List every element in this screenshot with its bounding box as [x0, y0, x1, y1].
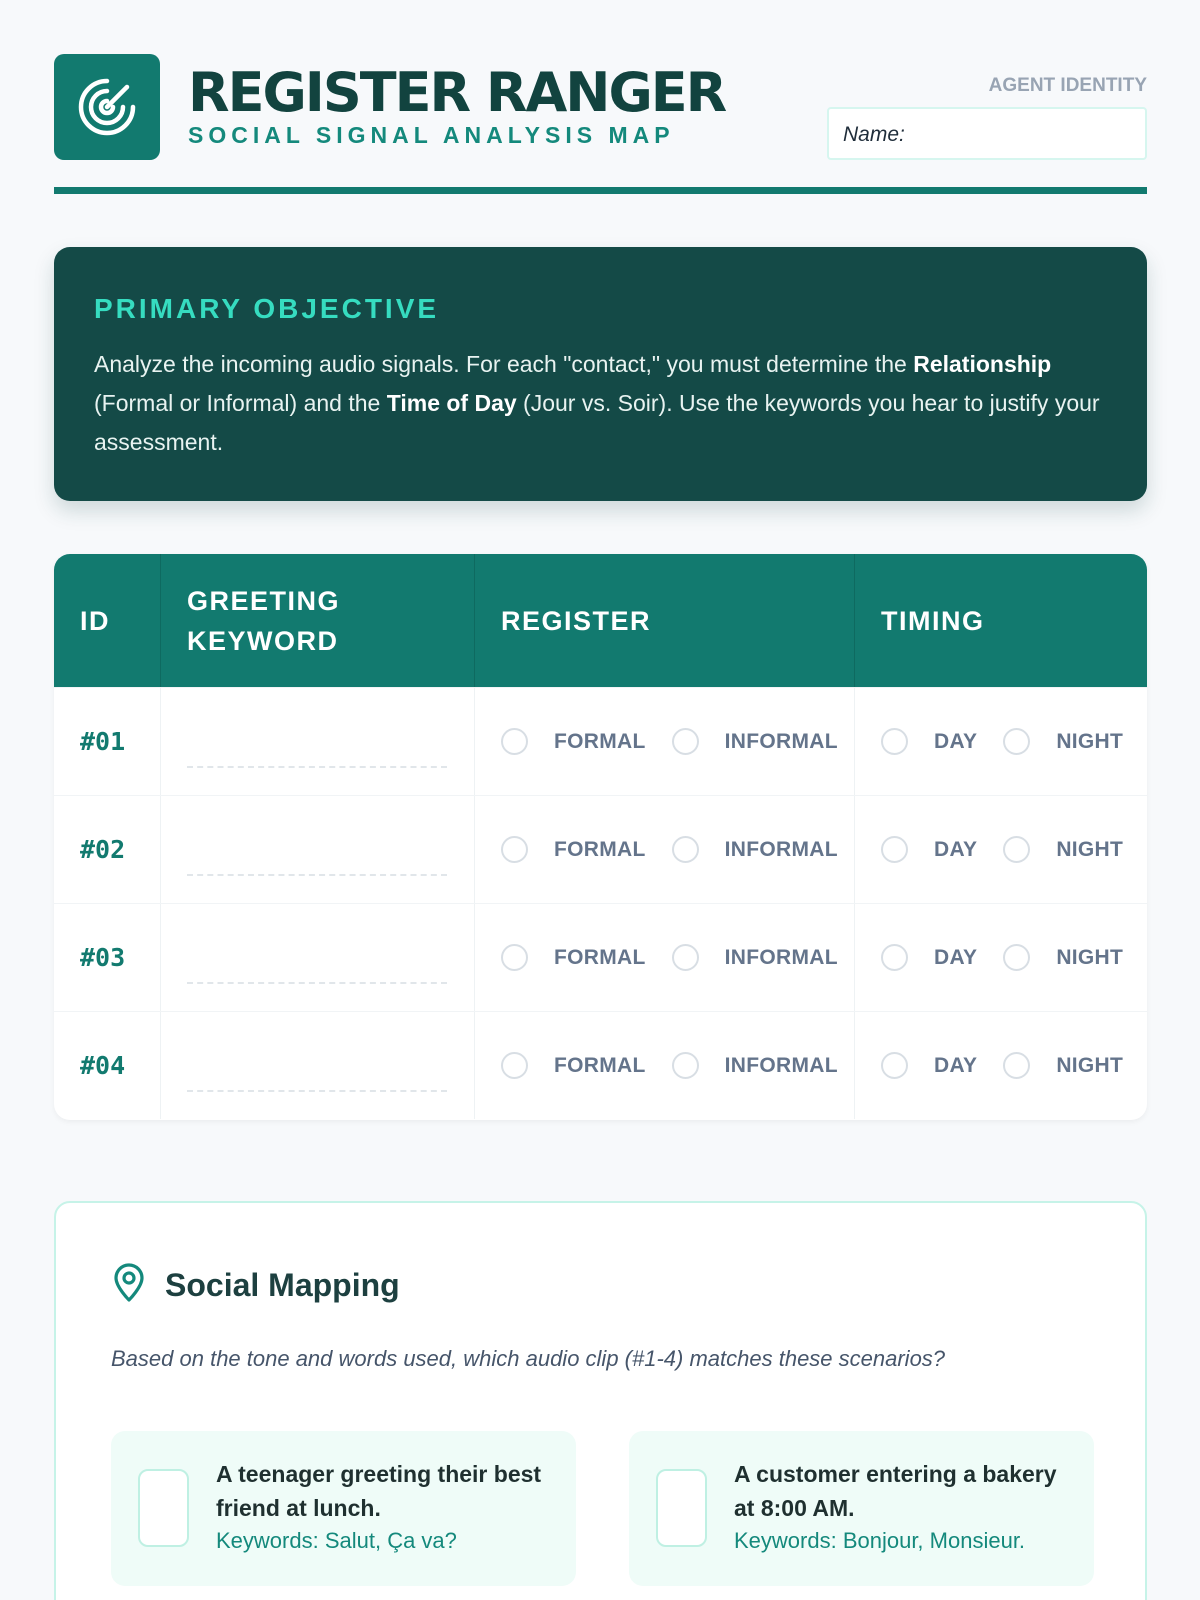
analysis-table [54, 554, 1147, 1120]
mapping-header [111, 1263, 400, 1308]
worksheet [54, 0, 1147, 1553]
formal-label: FORMAL [554, 945, 646, 969]
informal-label: INFORMAL [724, 729, 838, 753]
formal-label: FORMAL [554, 837, 646, 861]
day-radio[interactable] [881, 944, 908, 971]
day-radio[interactable] [881, 728, 908, 755]
primary-objective-panel [54, 247, 1147, 501]
table-header [54, 554, 1147, 687]
agent-identity-label: AGENT IDENTITY [988, 75, 1147, 96]
informal-label: INFORMAL [724, 945, 838, 969]
formal-label: FORMAL [554, 729, 646, 753]
scenario-card [111, 1431, 576, 1586]
scenario-text: A customer entering a bakery at 8:00 AM. [734, 1461, 1057, 1521]
night-radio[interactable] [1003, 1052, 1030, 1079]
night-label: NIGHT [1056, 1053, 1124, 1077]
row-id: #04 [80, 1051, 126, 1080]
night-radio[interactable] [1003, 836, 1030, 863]
day-radio[interactable] [881, 1052, 908, 1079]
scenario-card [629, 1431, 1094, 1586]
day-label: DAY [934, 1053, 978, 1077]
table-row [54, 903, 1147, 1011]
agent-name-field[interactable]: Name: [827, 107, 1147, 160]
formal-radio[interactable] [501, 728, 528, 755]
radar-icon [54, 54, 160, 160]
informal-label: INFORMAL [724, 1053, 838, 1077]
objective-heading: PRIMARY OBJECTIVE [94, 293, 440, 324]
keyword-input-line[interactable] [187, 766, 447, 768]
day-radio[interactable] [881, 836, 908, 863]
app-subtitle: SOCIAL SIGNAL ANALYSIS MAP [188, 122, 675, 148]
formal-radio[interactable] [501, 1052, 528, 1079]
scenario-keywords: Keywords: Salut, Ça va? [216, 1528, 457, 1553]
informal-radio[interactable] [672, 728, 699, 755]
clip-answer-box[interactable] [656, 1469, 707, 1547]
day-label: DAY [934, 945, 978, 969]
mapping-title: Social Mapping [165, 1267, 400, 1303]
day-label: DAY [934, 729, 978, 753]
informal-label: INFORMAL [724, 837, 838, 861]
header-register: REGISTER [475, 554, 855, 687]
informal-radio[interactable] [672, 1052, 699, 1079]
header-divider [54, 187, 1147, 194]
header-greeting-keyword: GREETING KEYWORD [161, 554, 475, 687]
night-label: NIGHT [1056, 837, 1124, 861]
night-radio[interactable] [1003, 944, 1030, 971]
night-label: NIGHT [1056, 945, 1124, 969]
social-mapping-section [54, 1201, 1147, 1600]
mapping-question: Based on the tone and words used, which audio clip (#1-4) matches these scenarios? [111, 1346, 946, 1371]
informal-radio[interactable] [672, 944, 699, 971]
scenario-text: A teenager greeting their best friend at lunch. [216, 1461, 542, 1521]
keyword-input-line[interactable] [187, 874, 447, 876]
table-row [54, 687, 1147, 795]
objective-text: Analyze the incoming audio signals. For each "contact," you must determine the Relationship (Formal or Informal) and the Time of Day (Jour vs. Soir). Use the keywords you hear to justify your assessment. [94, 351, 1100, 455]
day-label: DAY [934, 837, 978, 861]
night-radio[interactable] [1003, 728, 1030, 755]
night-label: NIGHT [1056, 729, 1124, 753]
clip-answer-box[interactable] [138, 1469, 189, 1547]
table-row [54, 1011, 1147, 1119]
formal-radio[interactable] [501, 836, 528, 863]
informal-radio[interactable] [672, 836, 699, 863]
header [54, 0, 1147, 194]
keyword-input-line[interactable] [187, 982, 447, 984]
keyword-input-line[interactable] [187, 1090, 447, 1092]
formal-radio[interactable] [501, 944, 528, 971]
formal-label: FORMAL [554, 1053, 646, 1077]
row-id: #01 [80, 727, 126, 756]
header-timing: TIMING [881, 605, 985, 636]
row-id: #03 [80, 943, 126, 972]
table-row [54, 795, 1147, 903]
header-id: ID [54, 554, 161, 687]
row-id: #02 [80, 835, 126, 864]
app-title: REGISTER RANGER [188, 61, 726, 124]
map-pin-icon [111, 1263, 147, 1308]
scenario-keywords: Keywords: Bonjour, Monsieur. [734, 1528, 1026, 1553]
